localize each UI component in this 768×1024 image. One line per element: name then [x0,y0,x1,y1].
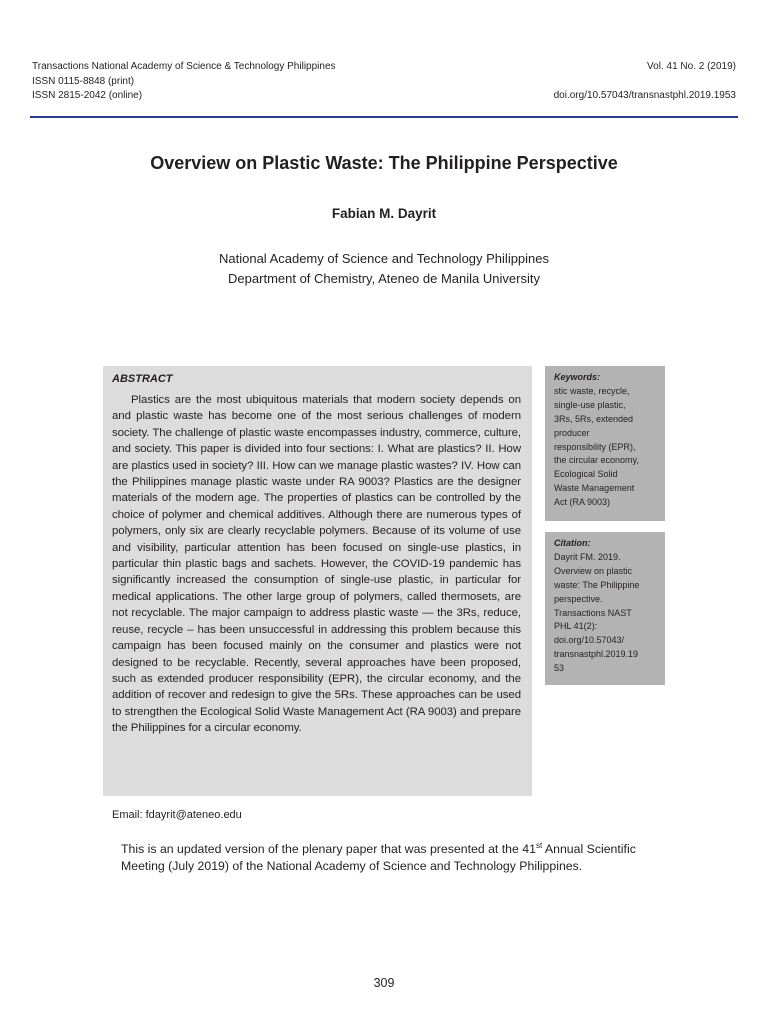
volume-issue: Vol. 41 No. 2 (2019) [647,61,736,72]
citation-line: doi.org/10.57043/ [554,635,625,646]
citation-line: Transactions NAST [554,607,632,618]
keywords-line: the circular economy, [554,455,639,466]
journal-name: Transactions National Academy of Science & Technology Philippines [32,61,336,72]
keywords-line: Ecological Solid [554,469,618,480]
citation-line: Overview on plastic [554,565,633,576]
keywords-label: Keywords: [554,372,601,382]
author-email: Email: fdayrit@ateneo.edu [112,809,242,821]
footnote-text-start: This is an updated version of the plenary paper that was presented at the 41 [121,842,536,856]
issn-online: ISSN 2815-2042 (online) [32,90,143,101]
keywords-line: responsibility (EPR), [554,441,636,452]
abstract-text: Plastics are the most ubiquitous materials that modern society depends on and plastic waste has become one of the most serious challenges of modern society. The challenge of plastic waste encompasses industry, commerce, culture, and society. This paper is divided into four sections: I. What are plastics? II. How are plastics used in society? III. How can we manage plastic wastes? IV. How can the Philippines manage plastic waste under RA 9003? Plastics are the designer materials of the modern age. The properties of plastics can be controlled by the choice of polymer and chemical additives. Although there are numerous types of polymers, only six are clearly recyclable polymers. Because of its volume of use and visibility, particular attention has been focused on single-use plastics, in particular thin plastic bags and sachets. However, the COVID-19 pandemic has significantly increased the consumption of single-use plastic, in particular for medical applications. The other large group of polymers, called thermosets, are not recyclable. The major campaign to address plastic waste — the 3Rs, reduce, reuse, recycle – has been unsuccessful in addressing this problem because this campaign has been focused mainly on the consumer and plastics were not designed to be recyclable. Recently, several approaches have been proposed, such as extended producer responsibility (EPR), the circular economy, and the addition of recover and redesign to give the 5Rs. These approaches can be used to strengthen the Ecological Solid Waste Management Act (RA 9003) and prepare the Philippines for a circular economy. [112,394,521,735]
issn-print: ISSN 0115-8848 (print) [32,75,135,87]
footnote [121,841,681,875]
affiliation-2: Department of Chemistry, Ateneo de Manila University [228,271,540,286]
citation-line: Dayrit FM. 2019. [554,551,621,562]
citation-line: PHL 41(2): [554,621,598,632]
abstract-heading: ABSTRACT [112,373,173,385]
author-name: Fabian M. Dayrit [331,206,437,221]
keywords-line: Act (RA 9003) [554,497,611,508]
header-rule [30,116,738,118]
keywords-line: single-use plastic, [554,399,626,410]
keywords-line: Waste Management [554,483,635,494]
paper-title: Overview on Plastic Waste: The Philippine Perspective [150,153,618,173]
citation-line: waste: The Philippine [554,579,640,590]
ordinal-suffix: st [535,840,543,850]
keywords-box [545,366,665,521]
citation-line: transnastphl.2019.19 [554,649,639,660]
journal-header [32,60,336,104]
citation-box [545,532,665,685]
citation-label: Citation: [554,538,591,548]
issue-header [554,60,736,104]
affiliations [0,249,768,289]
citation-line: 53 [554,663,565,674]
keywords-line: stic waste, recycle, [554,385,630,396]
citation-line: perspective. [554,593,603,604]
keywords-line: 3Rs, 5Rs, extended [554,413,634,424]
abstract-box [103,366,532,796]
keywords-line: producer [554,427,590,438]
page-number: 309 [373,976,395,990]
affiliation-1: National Academy of Science and Technology Philippines [218,251,550,266]
footnote-text-end: Annual Scientific Meeting (July 2019) of the National Academy of Science and Technology Philippines. [121,842,636,873]
doi: doi.org/10.57043/transnastphl.2019.1953 [553,90,736,101]
